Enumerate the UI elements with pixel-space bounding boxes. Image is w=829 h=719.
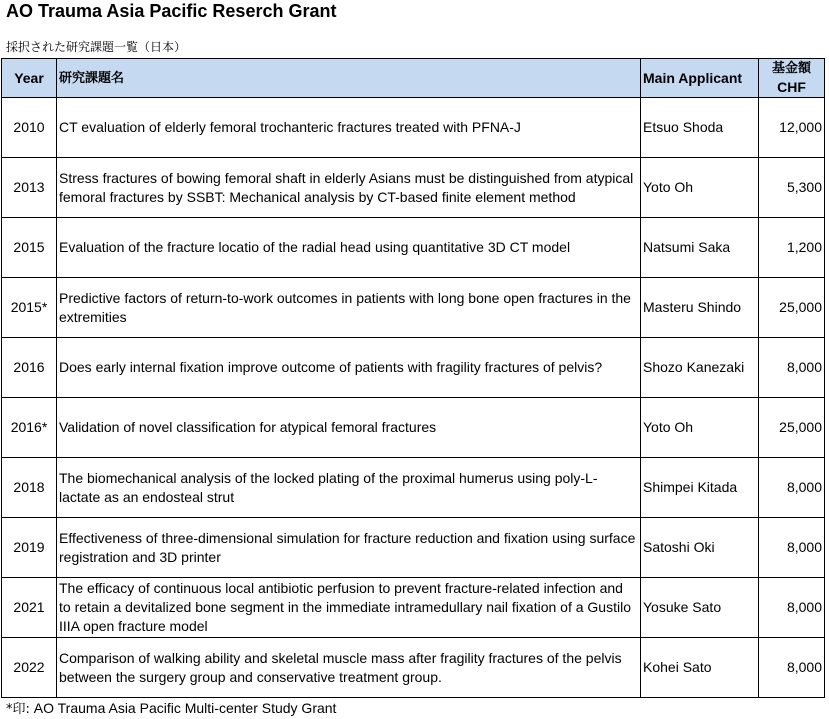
- column-header-year: Year: [2, 59, 57, 98]
- cell-amount: 8,000: [759, 638, 825, 698]
- table-row: [2, 158, 825, 218]
- cell-amount: 8,000: [759, 458, 825, 518]
- cell-year: 2021: [2, 578, 57, 638]
- cell-title: Effectiveness of three-dimensional simulation for fracture reduction and fixation using surface registration and 3D printer: [57, 518, 641, 578]
- cell-applicant: Yoto Oh: [641, 398, 759, 458]
- cell-title: Does early internal fixation improve outcome of patients with fragility fractures of pelvis?: [57, 338, 641, 398]
- cell-applicant: Shimpei Kitada: [641, 458, 759, 518]
- footnote-text: AO Trauma Asia Pacific Multi-center Study Grant: [29, 700, 337, 716]
- cell-applicant: Yosuke Sato: [641, 578, 759, 638]
- grants-table: [1, 58, 825, 698]
- cell-year: 2019: [2, 518, 57, 578]
- cell-title: The efficacy of continuous local antibiotic perfusion to prevent fracture-related infection and to retain a devitalized bone segment in the immediate intramedullary nail fixation of a Gustilo IIIA open fracture model: [57, 578, 641, 638]
- cell-title: Stress fractures of bowing femoral shaft in elderly Asians must be distinguished from atypical femoral fractures by SSBT: Mechanical analysis by CT-based finite element method: [57, 158, 641, 218]
- cell-amount: 12,000: [759, 98, 825, 158]
- cell-year: 2016: [2, 338, 57, 398]
- cell-title: Comparison of walking ability and skeletal muscle mass after fragility fractures of the pelvis between the surgery group and conservative treatment group.: [57, 638, 641, 698]
- cell-applicant: Natsumi Saka: [641, 218, 759, 278]
- cell-amount: 8,000: [759, 578, 825, 638]
- footnote-mark: *印:: [6, 702, 30, 717]
- cell-title: Evaluation of the fracture locatio of the radial head using quantitative 3D CT model: [57, 218, 641, 278]
- cell-amount: 25,000: [759, 278, 825, 338]
- cell-title: Predictive factors of return-to-work outcomes in patients with long bone open fractures in the extremities: [57, 278, 641, 338]
- cell-amount: 25,000: [759, 398, 825, 458]
- cell-year: 2016*: [2, 398, 57, 458]
- cell-year: 2022: [2, 638, 57, 698]
- column-header-amount-unit: CHF: [777, 79, 806, 95]
- cell-year: 2018: [2, 458, 57, 518]
- cell-amount: 1,200: [759, 218, 825, 278]
- table-row: [2, 578, 825, 638]
- cell-applicant: Kohei Sato: [641, 638, 759, 698]
- column-header-amount: [759, 59, 825, 98]
- cell-applicant: Shozo Kanezaki: [641, 338, 759, 398]
- cell-amount: 5,300: [759, 158, 825, 218]
- cell-amount: 8,000: [759, 338, 825, 398]
- table-row: [2, 638, 825, 698]
- page-title: AO Trauma Asia Pacific Reserch Grant: [6, 1, 337, 21]
- column-header-applicant: Main Applicant: [641, 59, 759, 98]
- cell-title: The biomechanical analysis of the locked plating of the proximal humerus using poly-L-lactate as an endosteal strut: [57, 458, 641, 518]
- table-row: [2, 518, 825, 578]
- cell-year: 2010: [2, 98, 57, 158]
- table-row: [2, 278, 825, 338]
- table-row: [2, 98, 825, 158]
- table-row: [2, 458, 825, 518]
- column-header-amount-label: 基金額: [771, 61, 811, 76]
- cell-year: 2015: [2, 218, 57, 278]
- table-row: [2, 338, 825, 398]
- cell-applicant: Satoshi Oki: [641, 518, 759, 578]
- footnote: [6, 699, 336, 719]
- cell-applicant: Masteru Shindo: [641, 278, 759, 338]
- cell-year: 2015*: [2, 278, 57, 338]
- cell-title: CT evaluation of elderly femoral trochanteric fractures treated with PFNA-J: [57, 98, 641, 158]
- cell-title: Validation of novel classification for atypical femoral fractures: [57, 398, 641, 458]
- cell-applicant: Etsuo Shoda: [641, 98, 759, 158]
- cell-applicant: Yoto Oh: [641, 158, 759, 218]
- table-row: [2, 218, 825, 278]
- table-row: [2, 398, 825, 458]
- column-header-title: 研究課題名: [57, 59, 641, 98]
- cell-year: 2013: [2, 158, 57, 218]
- cell-amount: 8,000: [759, 518, 825, 578]
- table-caption: 採択された研究課題一覧（日本）: [6, 40, 187, 54]
- table-header-row: [2, 59, 825, 98]
